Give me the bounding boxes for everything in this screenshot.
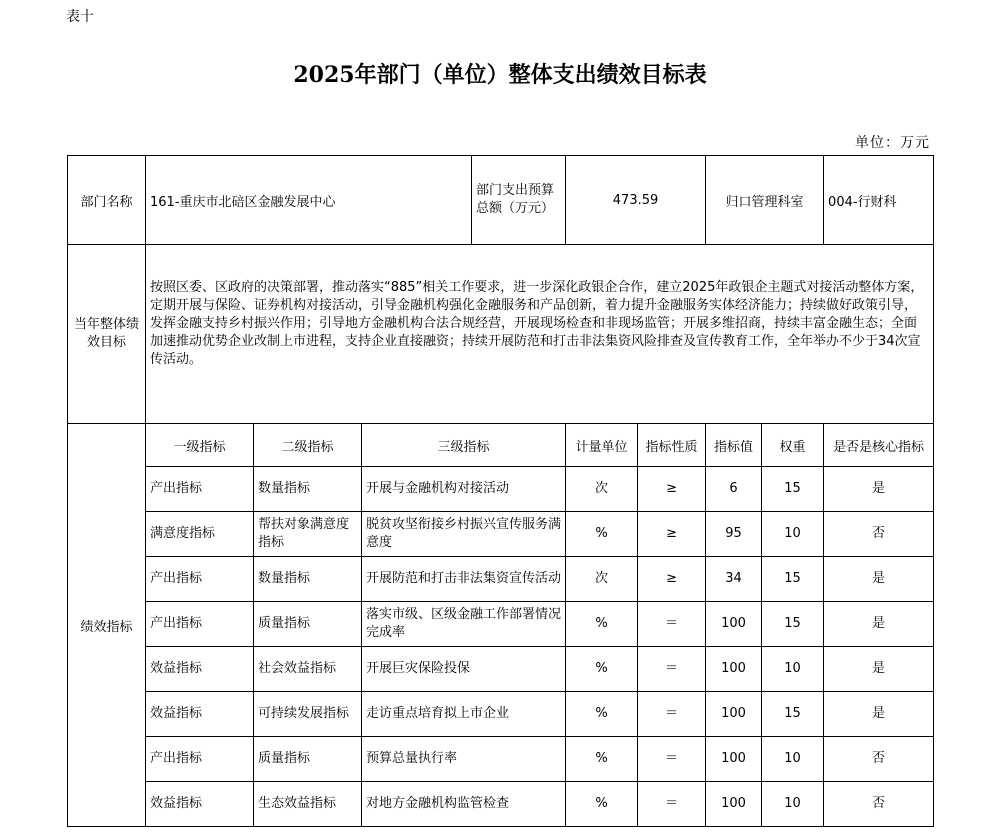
level3-cell: 落实市级、区级金融工作部署情况完成率 xyxy=(362,602,566,647)
goal-text: 按照区委、区政府的决策部署，推动落实“885”相关工作要求，进一步深化政银企合作，建立2025年政银企主题式对接活动整体方案，定期开展与保险、证券机构对接活动，引导金融机构强化金融服务和产品创新，着力提升金融服务实体经济能力；持续做好政策引导，发挥金融支持乡村振兴作用；引导地方金融机构合法合规经营，开展现场检查和非现场监管；开展多维招商，持续丰富金融生态；全面加速推动优势企业改制上市进程，支持企业直接融资；持续开展防范和打击非法集资风险排查及宣传教育工作，全年举办不少于34次宣传活动。 xyxy=(146,245,934,424)
budget-label: 部门支出预算总额（万元） xyxy=(472,156,566,245)
table-row xyxy=(68,557,934,602)
col-header: 指标值 xyxy=(706,424,762,467)
unit-cell: % xyxy=(566,647,638,692)
indicators-label: 绩效指标 xyxy=(68,424,146,827)
col-header: 指标性质 xyxy=(638,424,706,467)
level3-cell: 预算总量执行率 xyxy=(362,737,566,782)
weight-cell: 10 xyxy=(762,512,824,557)
nature-cell: ＝ xyxy=(638,647,706,692)
value-cell: 100 xyxy=(706,647,762,692)
weight-cell: 10 xyxy=(762,737,824,782)
unit-cell: % xyxy=(566,782,638,827)
table-tag: 表十 xyxy=(66,9,94,25)
level3-cell: 走访重点培育拟上市企业 xyxy=(362,692,566,737)
value-cell: 100 xyxy=(706,782,762,827)
dept-name-value: 161-重庆市北碚区金融发展中心 xyxy=(146,156,472,245)
core-cell: 是 xyxy=(824,557,934,602)
indicator-header-row xyxy=(68,424,934,467)
nature-cell: ＝ xyxy=(638,782,706,827)
core-cell: 是 xyxy=(824,647,934,692)
goal-row xyxy=(68,245,934,424)
value-cell: 100 xyxy=(706,602,762,647)
level3-cell: 脱贫攻坚衔接乡村振兴宣传服务满意度 xyxy=(362,512,566,557)
unit-cell: % xyxy=(566,512,638,557)
unit-cell: % xyxy=(566,737,638,782)
col-header: 一级指标 xyxy=(146,424,254,467)
unit-cell: 次 xyxy=(566,557,638,602)
dept-info-row xyxy=(68,156,934,245)
level1-cell: 效益指标 xyxy=(146,782,254,827)
table-row xyxy=(68,692,934,737)
value-cell: 100 xyxy=(706,692,762,737)
value-cell: 34 xyxy=(706,557,762,602)
level2-cell: 质量指标 xyxy=(254,602,362,647)
unit-cell: 次 xyxy=(566,467,638,512)
core-cell: 是 xyxy=(824,692,934,737)
table-row xyxy=(68,782,934,827)
mgmt-dept-label: 归口管理科室 xyxy=(706,156,824,245)
performance-table xyxy=(67,155,934,827)
core-cell: 是 xyxy=(824,602,934,647)
unit-label: 单位：万元 xyxy=(855,135,930,151)
mgmt-dept-value: 004-行财科 xyxy=(824,156,934,245)
level1-cell: 产出指标 xyxy=(146,602,254,647)
level3-cell: 开展巨灾保险投保 xyxy=(362,647,566,692)
level1-cell: 效益指标 xyxy=(146,647,254,692)
level2-cell: 质量指标 xyxy=(254,737,362,782)
level2-cell: 数量指标 xyxy=(254,467,362,512)
level3-cell: 开展与金融机构对接活动 xyxy=(362,467,566,512)
weight-cell: 15 xyxy=(762,692,824,737)
value-cell: 95 xyxy=(706,512,762,557)
weight-cell: 15 xyxy=(762,467,824,512)
core-cell: 是 xyxy=(824,467,934,512)
core-cell: 否 xyxy=(824,512,934,557)
level2-cell: 数量指标 xyxy=(254,557,362,602)
level3-cell: 对地方金融机构监管检查 xyxy=(362,782,566,827)
weight-cell: 10 xyxy=(762,647,824,692)
nature-cell: ≥ xyxy=(638,467,706,512)
weight-cell: 10 xyxy=(762,782,824,827)
table-row xyxy=(68,467,934,512)
weight-cell: 15 xyxy=(762,602,824,647)
nature-cell: ≥ xyxy=(638,512,706,557)
table-row xyxy=(68,647,934,692)
unit-cell: % xyxy=(566,692,638,737)
nature-cell: ＝ xyxy=(638,737,706,782)
col-header: 三级指标 xyxy=(362,424,566,467)
level2-cell: 社会效益指标 xyxy=(254,647,362,692)
col-header: 权重 xyxy=(762,424,824,467)
level1-cell: 产出指标 xyxy=(146,467,254,512)
level1-cell: 效益指标 xyxy=(146,692,254,737)
level2-cell: 可持续发展指标 xyxy=(254,692,362,737)
core-cell: 否 xyxy=(824,782,934,827)
col-header: 二级指标 xyxy=(254,424,362,467)
table-row xyxy=(68,512,934,557)
page-title: 2025年部门（单位）整体支出绩效目标表 xyxy=(293,62,707,88)
level3-cell: 开展防范和打击非法集资宣传活动 xyxy=(362,557,566,602)
table-row xyxy=(68,737,934,782)
goal-label: 当年整体绩效目标 xyxy=(68,245,146,424)
value-cell: 100 xyxy=(706,737,762,782)
level2-cell: 生态效益指标 xyxy=(254,782,362,827)
col-header: 计量单位 xyxy=(566,424,638,467)
value-cell: 6 xyxy=(706,467,762,512)
nature-cell: ＝ xyxy=(638,602,706,647)
budget-value: 473.59 xyxy=(566,156,706,245)
dept-name-label: 部门名称 xyxy=(68,156,146,245)
level1-cell: 满意度指标 xyxy=(146,512,254,557)
level1-cell: 产出指标 xyxy=(146,557,254,602)
level1-cell: 产出指标 xyxy=(146,737,254,782)
nature-cell: ＝ xyxy=(638,692,706,737)
nature-cell: ≥ xyxy=(638,557,706,602)
table-row xyxy=(68,602,934,647)
unit-cell: % xyxy=(566,602,638,647)
core-cell: 否 xyxy=(824,737,934,782)
weight-cell: 15 xyxy=(762,557,824,602)
col-header: 是否是核心指标 xyxy=(824,424,934,467)
level2-cell: 帮扶对象满意度指标 xyxy=(254,512,362,557)
